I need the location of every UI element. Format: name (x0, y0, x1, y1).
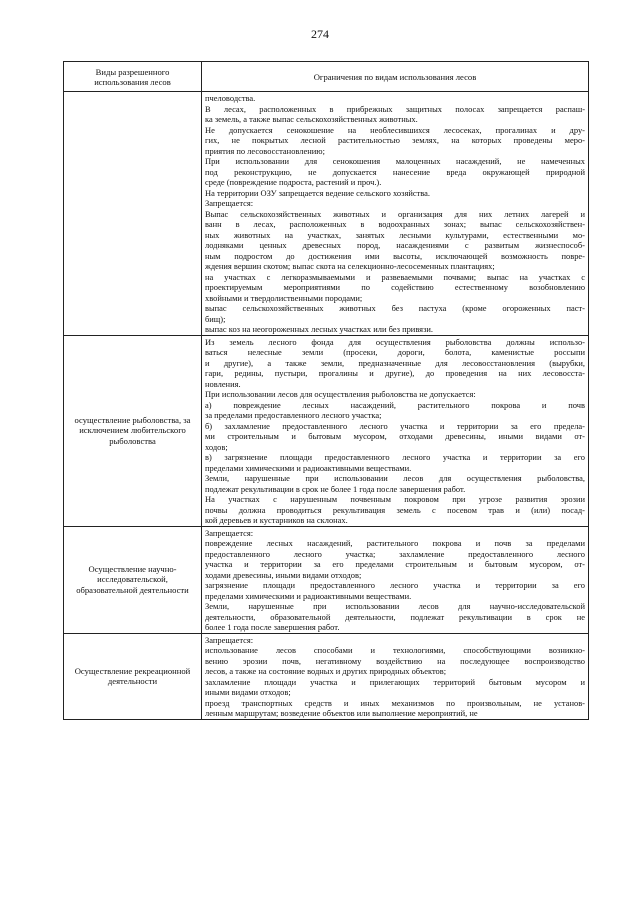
restriction-text-line: иными видами отходов; (205, 687, 291, 697)
restriction-text-line: ка земель, а также выпас сельскохозяйственных животных. (205, 114, 418, 124)
restriction-text-line: выпас сельскохозяйственных животных без пастуха (кроме огороженных паст- (205, 303, 585, 313)
row-use-name: осуществление рыболовства, за исключением любительского рыболовства (64, 335, 202, 526)
restriction-text-line: лодняками ценных древесных пород, насаждениями с развитым жизнеспособ- (205, 240, 585, 250)
restriction-text-line: Запрещается: (205, 634, 254, 645)
restriction-text-line: гих, не покрытых лесной растительностью землях, на которых проведены меро- (205, 135, 585, 145)
restriction-text-line: ных животных на участках, занятых лесными культурами, естественными мо- (205, 229, 585, 240)
header-permitted-use: Виды разрешенного использования лесов (64, 62, 202, 92)
table-row (64, 92, 589, 336)
restriction-text-line: При использовании лесов для осуществления рыболовства не допускается: (205, 389, 476, 399)
restriction-text-line: на участках с легкоразмываемыми и развеваемыми почвами; выпас на участках с (205, 271, 585, 282)
restriction-text-line: Из земель лесного фонда для осуществления рыболовства должны использо- (205, 336, 585, 347)
restriction-text-line: хвойными и твердолиственными породами; (205, 292, 363, 303)
restriction-text-line: ным подростом до достижения ими высоты, исключающей возможность повре- (205, 250, 585, 261)
restriction-text-line: более 1 года после завершения работ. (205, 622, 340, 632)
restriction-text-line: Запрещается: (205, 527, 254, 538)
restriction-text-line: ленным маршрутам; возведение объектов или выполнение мероприятий, не (205, 708, 478, 718)
restriction-text-line: новления. (205, 378, 241, 389)
restriction-text-line: почвы должна проводиться рекультивация земель с посевом трав и (или) посад- (205, 504, 585, 515)
restriction-text-line: а) повреждение лесных насаждений, растительного покрова и почв (205, 399, 585, 410)
restriction-text-line: ходами древесины, иными видами отходов; (205, 569, 362, 580)
restriction-text-line: ждения вершин скотом; выпас скота на селекционно-лесосеменных плантациях; (205, 261, 495, 271)
restriction-text-line: гари, редины, пустыри, прогалины и другие), до проведения на них лесовосста- (205, 368, 585, 378)
restriction-text-line: ходов; (205, 441, 228, 452)
row-restrictions (202, 633, 589, 719)
row-restrictions (202, 526, 589, 633)
restriction-text-line: за пределами предоставленного лесного участка; (205, 410, 382, 420)
restriction-text-line: приятия по лесовосстановлению; (205, 145, 325, 156)
row-restrictions (202, 92, 589, 336)
restriction-text-line: деятельности, образовательной деятельности, подлежат рекультивации в срок не (205, 611, 585, 622)
row-use-name (64, 92, 202, 336)
restriction-text-line: кой деревьев и кустарников на склонах. (205, 515, 348, 525)
page-number: 274 (311, 27, 329, 41)
table-header-row (64, 62, 589, 92)
table-row (64, 526, 589, 633)
restriction-text-line: Земли, нарушенные при использовании лесов для научно-исследовательской (205, 601, 585, 611)
restrictions-table (63, 61, 589, 720)
restriction-text-line: вению эрозии почв, негативному воздействию на последующее воспроизводство (205, 655, 585, 666)
restriction-text-line: В лесах, расположенных в прибрежных защитных полосах запрещается распаш- (205, 103, 585, 114)
restriction-text-line: ми строительным и бытовым мусором, отходами древесины, иными видами от- (205, 431, 585, 441)
row-use-name: Осуществление научно-исследовательской, образовательной деятельности (64, 526, 202, 633)
restriction-text-line: повреждение лесных насаждений, растительного покрова и почв за пределами (205, 538, 585, 548)
restriction-text-line: Выпас сельскохозяйственных животных и организация для них летних лагерей и (205, 208, 585, 219)
restriction-text-line: лесов, а также на состояние водных и других природных объектов; (205, 666, 447, 676)
restriction-text-line: При использовании для сенокошения малоценных насаждений, не намеченных (205, 156, 585, 166)
restriction-text-line: и другие), а также земли, предназначенные для лесовосстановления (вырубки, (205, 357, 585, 368)
restriction-text-line: использование лесов способами и технологиями, способствующими возникно- (205, 645, 585, 655)
restriction-text-line: проектируемым мероприятиями по содействию естественному возобновлению (205, 282, 585, 292)
header-restrictions: Ограничения по видам использования лесов (202, 62, 589, 92)
restriction-text-line: захламление площади участка и прилегающих территорий бытовым мусором и (205, 676, 585, 687)
restriction-text-line: пределами химическими и радиоактивными веществами. (205, 462, 412, 473)
restriction-text-line: проезд транспортных средств и иных механизмов по произвольным, не установ- (205, 697, 585, 708)
restriction-text-line: На участках с нарушенным почвенным покровом при угрозе развития эрозии (205, 494, 585, 504)
restriction-text-line: среде (повреждение подроста, растений и проч.). (205, 177, 382, 187)
table-row (64, 633, 589, 719)
restriction-text-line: в) загрязнение площади предоставленного лесного участка и территории за его (205, 452, 585, 462)
restriction-text-line: выпас коз на неогороженных лесных участках или без привязи. (205, 324, 434, 334)
restriction-text-line: пределами химическими и радиоактивными веществами. (205, 590, 412, 601)
restriction-text-line: Земли, нарушенные при использовании лесов для осуществления рыболовства, (205, 473, 585, 483)
restriction-text-line: предоставленного лесного участка; захламление предоставленного лесного (205, 548, 585, 559)
restriction-text-line: На территории ОЗУ запрещается ведение сельского хозяйства. (205, 187, 430, 198)
restriction-text-line: бищ); (205, 313, 226, 324)
restriction-text-line: Не допускается сенокошение на необлесившихся лесосеках, прогалинах и дру- (205, 124, 585, 135)
restriction-text-line: подлежат рекультивации в срок не более 1 года после завершения работ. (205, 483, 466, 494)
restriction-text-line: ваться нелесные земли (просеки, дороги, болота, каменистые россыпи (205, 347, 585, 357)
restriction-text-line: под реконструкцию, не допускается нанесение вреда окружающей природной (205, 166, 585, 177)
restriction-text-line: Запрещается: (205, 198, 254, 208)
restriction-text-line: пчеловодства. (205, 93, 256, 103)
restriction-text-line: ванн в лесах, расположенных в водоохранных зонах; выпас сельскохозяйствен- (205, 219, 585, 229)
row-restrictions (202, 335, 589, 526)
restriction-text-line: участка и территории за его пределами строительным и бытовым мусором, от- (205, 559, 585, 569)
restriction-text-line: загрязнение площади предоставленного лесного участка и территории за его (205, 580, 585, 590)
restriction-text-line: б) захламление предоставленного лесного участка и территории за его предела- (205, 420, 585, 431)
table-row (64, 335, 589, 526)
row-use-name: Осуществление рекреационной деятельности (64, 633, 202, 719)
